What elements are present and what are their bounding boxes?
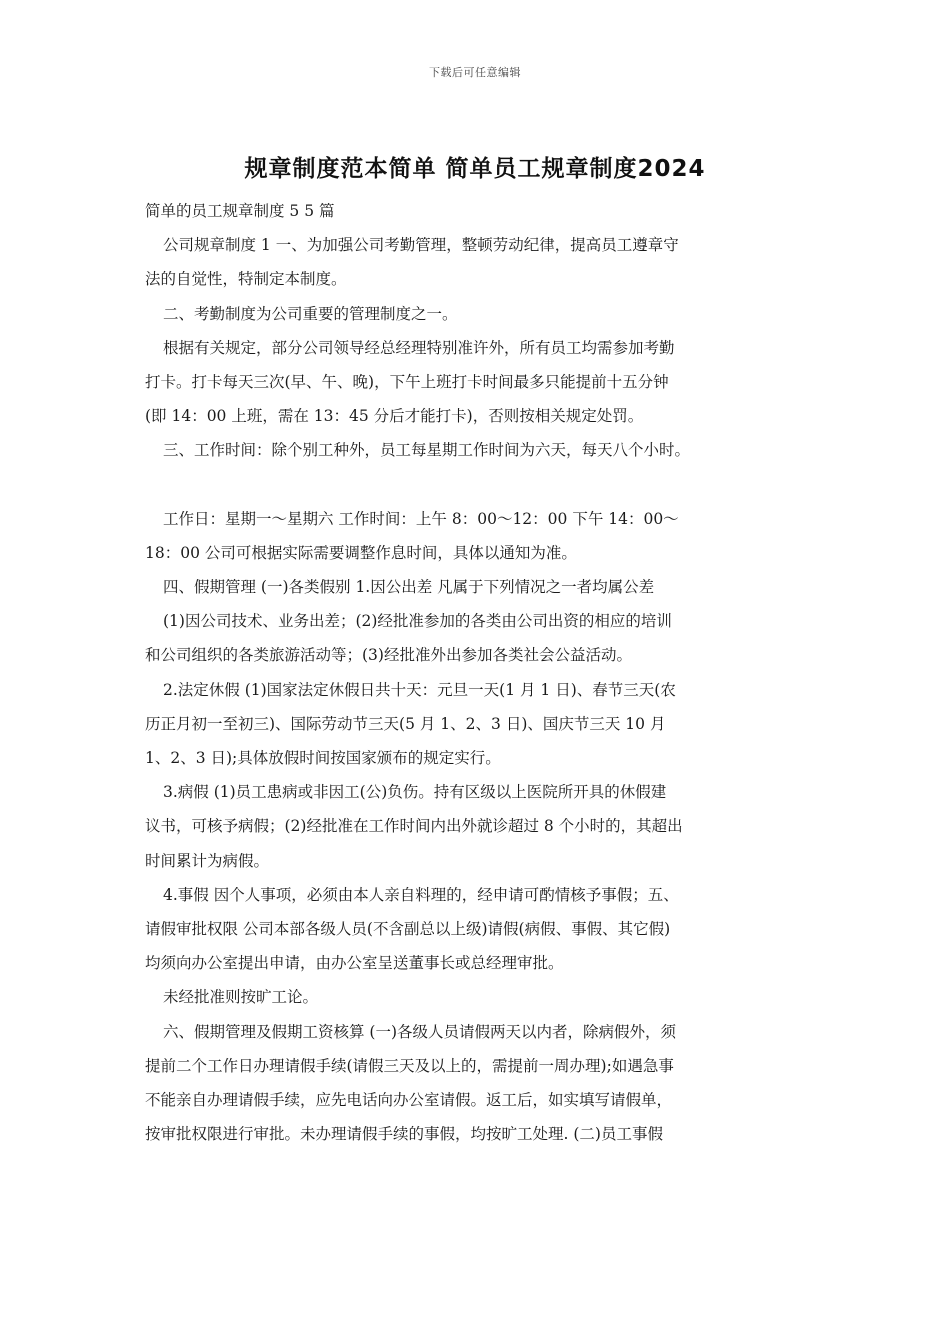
text-line: 4.事假 因个人事项，必须由本人亲自料理的，经申请可酌情核予事假；五、 — [163, 885, 679, 904]
text-line: 均须向办公室提出申请，由办公室呈送董事长或总经理审批。 — [145, 954, 564, 973]
text-line: (即 14：00 上班，需在 13：45 分后才能打卡)，否则按相关规定处罚。 — [145, 407, 644, 426]
text-line: 二、考勤制度为公司重要的管理制度之一。 — [163, 304, 458, 323]
document-body — [145, 194, 817, 1151]
header-note: 下载后可任意编辑 — [429, 66, 521, 79]
text-line: 请假审批权限 公司本部各级人员(不含副总以上级)请假(病假、事假、其它假) — [145, 919, 671, 938]
text-line: 三、工作时间：除个别工种外，员工每星期工作时间为六天，每天八个小时。 — [163, 441, 691, 460]
text-line: 未经批准则按旷工论。 — [163, 988, 319, 1007]
text-line: 提前二个工作日办理请假手续(请假三天及以上的，需提前一周办理);如遇急事 — [145, 1056, 674, 1075]
text-line: (1)因公司技术、业务出差；(2)经批准参加的各类由公司出资的相应的培训 — [163, 612, 672, 631]
text-line: 3.病假 (1)员工患病或非因工(公)负伤。持有区级以上医院所开具的休假建 — [163, 783, 667, 802]
text-line: 历正月初一至初三)、国际劳动节三天(5 月 1、2、3 日)、国庆节三天 10 月 — [145, 714, 666, 733]
text-line: 工作日：星期一～星期六 工作时间：上午 8：00～12：00 下午 14：00～ — [163, 509, 679, 528]
text-line: 法的自觉性，特制定本制度。 — [145, 270, 347, 289]
text-line: 按审批权限进行审批。未办理请假手续的事假，均按旷工处理. (二)员工事假 — [145, 1125, 663, 1144]
blank-line — [145, 468, 817, 502]
text-line: 时间累计为病假。 — [145, 851, 270, 870]
text-line: 打卡。打卡每天三次(早、午、晚)，下午上班打卡时间最多只能提前十五分钟 — [145, 372, 669, 391]
text-line: 和公司组织的各类旅游活动等；(3)经批准外出参加各类社会公益活动。 — [145, 646, 632, 665]
document-title: 规章制度范本简单 简单员工规章制度2024 — [244, 156, 706, 182]
text-line: 不能亲自办理请假手续，应先电话向办公室请假。返工后，如实填写请假单， — [145, 1090, 673, 1109]
text-line: 四、假期管理 (一)各类假别 1.因公出差 凡属于下列情况之一者均属公差 — [163, 578, 655, 597]
text-line: 议书，可核予病假；(2)经批准在工作时间内出外就诊超过 8 个小时的，其超出 — [145, 817, 683, 836]
text-line: 18：00 公司可根据实际需要调整作息时间，具体以通知为准。 — [145, 543, 577, 562]
text-line: 1、2、3 日);具体放假时间按国家颁布的规定实行。 — [145, 749, 501, 767]
text-line: 公司规章制度 1 一、为加强公司考勤管理，整顿劳动纪律，提高员工遵章守 — [163, 236, 679, 255]
text-line: 六、假期管理及假期工资核算 (一)各级人员请假两天以内者，除病假外，须 — [163, 1022, 677, 1041]
text-line: 简单的员工规章制度 5 5 篇 — [145, 202, 335, 220]
text-line: 2.法定休假 (1)国家法定休假日共十天：元旦一天(1 月 1 日)、春节三天(农 — [163, 680, 676, 699]
text-line: 根据有关规定，部分公司领导经总经理特别准许外，所有员工均需参加考勤 — [163, 338, 675, 357]
